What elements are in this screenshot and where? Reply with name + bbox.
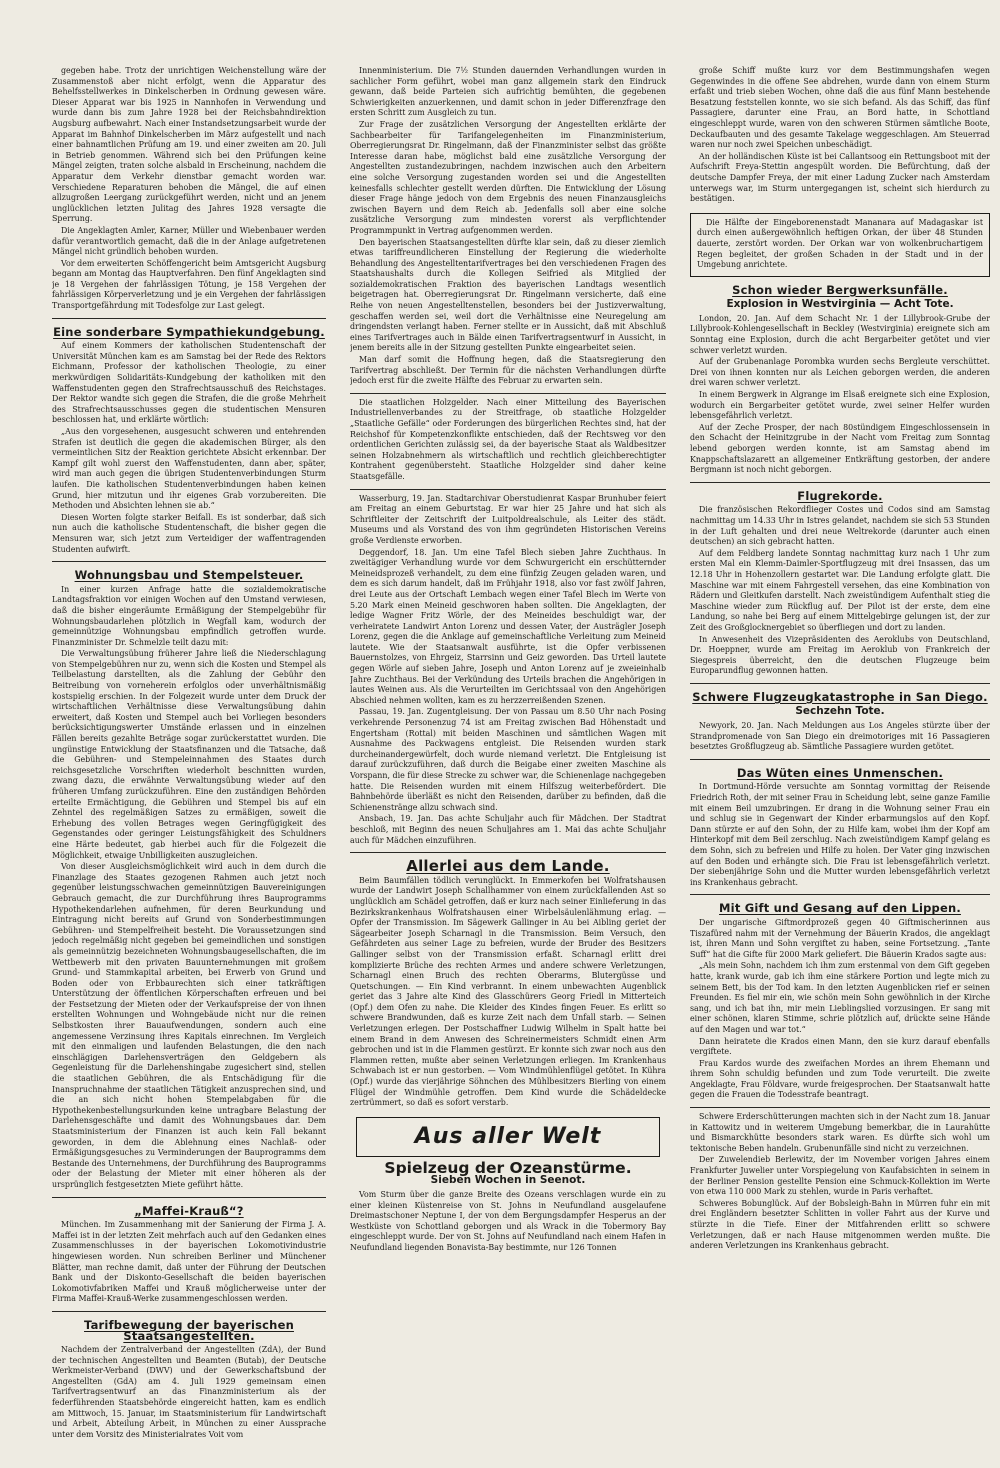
article-paragraph: Man darf somit die Hoffnung hegen, daß die Staatsregierung den Tarifvertrag abschließt. Der Termin für die nächsten Verhandlungen dürfte jedoch erst für die zweite Hälfte des Februar zu erwarten sein. xyxy=(350,355,666,386)
divider xyxy=(350,852,666,853)
headline-san-diego: Schwere Flugzeugkatastrophe in San Diego. xyxy=(692,689,988,704)
article-quote: „Aus den vorgesehenen, ausgesucht schweren und entehrenden Strafen ist deutlich die gegen die akademischen Bürger, als den vermeintlichen Sitz der Reaktion gerichtete Absicht erkennbar. Der Kampf gilt wohl zuerst den Waffenstudenten, dann aber, später, wird man auch gegen die übrigen Studentenverbindungen Sturm laufen. Die katholischen Studentenverbindungen haben keinen Grund, hier mitzutun und ihr eigenes Grab vorzubereiten. Die Methoden und Absichten lehnen sie ab.“ xyxy=(52,427,326,511)
divider xyxy=(690,482,990,483)
divider xyxy=(350,489,666,490)
article-paragraph: Newyork, 20. Jan. Nach Meldungen aus Los Angeles stürzte über der Strandpromenade von San Diego ein dreimotoriges mit 16 Passagieren besetztes Großflugzeug ab. Sämtliche Passagiere wurden getötet. xyxy=(690,721,990,752)
article-paragraph: In einem Bergwerk in Algrange im Elsaß ereignete sich eine Explosion, wodurch ein Bergarbeiter getötet wurde, zwei seiner Helfer wurden lebensgefährlich verletzt. xyxy=(690,390,990,421)
article-paragraph: London, 20. Jan. Auf dem Schacht Nr. 1 der Lillybrook-Grube der Lillybrook-Kohlengesellschaft in Beckley (Westvirginia) ereignete sich am Sonntag eine Explosion, durch die acht Bergarbeiter getötet und vier schwer verletzt wurden. xyxy=(690,313,990,355)
headline-allerlei: Allerlei aus dem Lande. xyxy=(406,857,610,876)
headline-gift: Mit Gift und Gesang auf den Lippen. xyxy=(719,901,961,916)
article-paragraph: Ansbach, 19. Jan. Das achte Schuljahr auch für Mädchen. Der Stadtrat beschloß, mit Beginn des neuen Schuljahres am 1. Mai das achte Schuljahr auch für Mädchen einzuführen. xyxy=(350,814,666,845)
divider xyxy=(690,894,990,895)
article-paragraph: Deggendorf, 18. Jan. Um eine Tafel Blech sieben Jahre Zuchthaus. In zweitägiger Verhandlung wurde vor dem Schwurgericht ein erschütternder Meineidsprozeß verhandelt, zu dem eine fünfzig Zeugen geladen waren, und dem es sich darum handelt, daß im Frühjahr 1918, also vor fast zwölf Jahren, drei Leute aus der Ortschaft Lembach wegen einer Tafel Blech im Werte von 5.20 Mark einen Meineid geschworen haben sollten. Die Angeklagten, der ledige Wagner Fritz Wörle, der des Meineides beschuldigt war, der verheiratete Landwirt Anton Lorenz und dessen Vater, der Austrägler Joseph Lorenz, gegen die die Anklage auf gemeinschaftliche Verleitung zum Meineid lautete. Wie der Staatsanwalt ausführte, ist die Opfer verbissenen Bauernstolzes, von Ehrgeiz, Starrsinn und Geiz geworden. Das Urteil lautete gegen Wörle auf sieben Jahre, Joseph und Anton Lorenz auf je zweieinhalb Jahre Zuchthaus. Bei der Verkündung des Urteils brachen die Angehörigen in lautes Weinen aus. Als die Verurteilten im Gerichtssaal von den Angehörigen Abschied nehmen wollten, kam es zu herzzerreißenden Szenen. xyxy=(350,547,666,705)
article-paragraph: Auf der Zeche Prosper, der nach 80stündigem Eingeschlossensein in den Schacht der Heinitzgrube in der Nacht vom Freitag zum Sonntag lebend geborgen werden konnte, ist am Samstag abend im Knappschaftslazarett an allgemeiner Entkräftung gestorben, der andere Bergmann ist noch nicht geborgen. xyxy=(690,422,990,475)
article-paragraph: Den bayerischen Staatsangestellten dürfte klar sein, daß zu dieser ziemlich etwas tariffreundlicheren Einstellung der Regierung die wiederholte Behandlung des Angestelltentarifvertrages bei den verschiedenen Fragen des Staatshaushalts durch die Kollegen Seifried als Mitglied der sozialdemokratischen Fraktion des bayerischen Landtags wesentlich beigetragen hat. Oberregierungsrat Dr. Ringelmann versicherte, daß eine Reihe von neuen Angestelltenstellen, besonders bei der Justizverwaltung, geschaffen werden sei, weil dort die Verhältnisse eine Neuregelung am dringendsten verlangt haben. Ferner stellte er in Aussicht, daß mit Abschluß eines Tarifvertrages auch in Bälde einen Tarifvertragsentwurf in Aussicht, in jenem bereits alle in der Sitzung gestellten Punkte eingearbeitet seien. xyxy=(350,237,666,353)
divider xyxy=(52,1197,326,1198)
article-paragraph: Auf einem Kommers der katholischen Studentenschaft der Universität München kam es am Samstag bei der Rede des Rektors Eichmann, Professor der katholischen Theologie, zu einer merkwürdigen Solidaritäts-Kundgebung der katholiken mit den Waffenstudenten gegen den Strafrechtsausschuß des Reichstages. Der Rektor wandte sich gegen die Strafen, die die große Mehrheit des Strafrechtsausschusses gegen die studentischen Mensuren beschlossen hat, und erklärte wörtlich: xyxy=(52,341,326,425)
divider xyxy=(52,1311,326,1312)
article-paragraph: Wasserburg, 19. Jan. Stadtarchivar Oberstudienrat Kaspar Brunhuber feiert am Freitag an einem Geburtstag. Er war hier 25 Jahre und hat sich als Schriftleiter der Zeitschrift der Luitpoldrealschule, als Leiter des städt. Museums und als Vorstand des von ihm gegründeten Historischen Vereins große Verdienste erworben. xyxy=(350,493,666,545)
column-right xyxy=(690,66,990,1448)
article-paragraph: Dann heiratete die Krados einen Mann, den sie kurz darauf ebenfalls vergiftete. xyxy=(690,1036,990,1057)
divider xyxy=(690,759,990,760)
article-paragraph: Vom Sturm über die ganze Breite des Ozeans verschlagen wurde ein zu einer kleinen Küstenreise von St. Johns in Neufundland ausgelaufene Dreimastschoner Neptune I, der von dem Bergungsdampfer Hesperus an der Westküste von Schottland geborgen und als Wrack in die Tobermory Bay eingeschleppt wurde. Der von St. Johns auf Neufundland nach einem Hafen in Neufundland liegenden Bonavista-Bay bestimmte, nur 126 Tonnen xyxy=(350,1190,666,1252)
subheadline-san-diego: Sechzehn Tote. xyxy=(795,705,885,718)
divider xyxy=(690,683,990,684)
article-paragraph: Schwere Erderschütterungen machten sich in der Nacht zum 18. Januar in Kattowitz und in weiterem Umgebung bemerkbar, die in Laurahütte und Bismarckhütte besonders stark waren. Es dürfte sich wohl um tektonische Beben handeln. Grubenunfälle sind nicht zu verzeichnen. xyxy=(690,1112,990,1153)
article-paragraph: Diesen Worten folgte starker Beifall. Es ist sonderbar, daß sich nun auch die katholische Studentenschaft, die bisher gegen die Mensuren war, sich jetzt zum Verteidiger der waffentragenden Studenten aufwirft. xyxy=(52,512,326,554)
article-paragraph: Auf der Grubenanlage Porombka wurden sechs Bergleute verschüttet. Drei von ihnen konnten nur als Leichen geborgen werden, die anderen drei waren schwer verletzt. xyxy=(690,357,990,388)
article-paragraph: Die französischen Rekordflieger Costes und Codos sind am Samstag nachmittag um 14.33 Uhr in Istres gelandet, nachdem sie sich 53 Stunden in der Luft gehalten und drei neue Weltrekorde (darunter auch einen deutschen) an sich gebracht hatten. xyxy=(690,505,990,547)
article-paragraph: Der ungarische Giftmordprozeß gegen 40 Giftmischerinnen aus Tiszafüred nahm mit der Vernehmung der Bäuerin Krados, die angeklagt ist, ihren Mann und Sohn vergiftet zu haben, seine Fortsetzung. „Tante Suff“ hat die Gifte für 2000 Mark geliefert. Die Bäuerin Krados sagte aus: xyxy=(690,917,990,959)
article-paragraph: In einer kurzen Anfrage hatte die sozialdemokratische Landtagsfraktion vor einigen Wochen auf den Umstand verwiesen, daß die bisher eingeräumte Ermäßigung der Stempelgebühr für Wohnungsbaudarlehen plötzlich in Wegfall kam, wodurch der gemeinnützige Wohnungsbau empfindlich getroffen wurde. Finanzminister Dr. Schmelzle teilt dazu mit: xyxy=(52,584,326,647)
subheadline-bergwerk: Explosion in Westvirginia — Acht Tote. xyxy=(726,298,954,311)
article-paragraph: Die Verwaltungsübung früherer Jahre ließ die Niederschlagung von Stempelgebühren nur zu, wenn sich die Kosten und Stempel als Teilbelastung darstellten, als die Zahlung der Gebühr den Beitreibung von vorneherein erfolglos oder unverhältnismäßig kostspielig erschien. In der Folgezeit wurde unter dem Druck der wirtschaftlichen Verhältnisse diese Verwaltungsübung dahin erweitert, daß Kosten und Stempel auch bei Vorliegen besonders berücksichtigungswerter Umstände erlassen und in einzelnen Fällen bereits gezahlte Beträge sogar zurückerstattet wurden. Die ungünstige Entwicklung der Staatsfinanzen und die Tatsache, daß die Gebühren- und Stempeleinnahmen des Staates durch reichsgesetzliche Vorschriften wiederholt beschnitten wurden, zwang dazu, die erwähnte Verwaltungsübung wieder auf den früheren Umfang zurückzuführen. Eine den zuständigen Behörden erteilte Ermächtigung, die Gebühren und Stempel bis auf ein Zehntel des regelmäßigen Satzes zu ermäßigen, soweit die Erhebung des vollen Betrages wegen Geringfügigkeit des Gegenstandes oder geringer Leistungsfähigkeit des Schuldners eine Härte bedeutet, gab hierbei auch für die Folgezeit die Möglichkeit, etwaige Unbilligkeiten auszugleichen. xyxy=(52,649,326,860)
headline-unmensch: Das Wüten eines Unmenschen. xyxy=(736,765,944,780)
article-paragraph: Vor dem erweiterten Schöffengericht beim Amtsgericht Augsburg begann am Montag das Hauptverfahren. Den fünf Angeklagten sind je 18 Vergehen der fahrlässigen Tötung, je 158 Vergehen der fahrlässigen Körperverletzung und je ein Vergehen der fahrlässigen Transportgefährdung mit Todesfolge zur Last gelegt. xyxy=(52,258,326,311)
article-paragraph: Zur Frage der zusätzlichen Versorgung der Angestellten erklärte der Sachbearbeiter für Tarifangelegenheiten im Finanzministerium, Oberregierungsrat Dr. Ringelmann, daß der Finanzminister selbst das größte Interesse daran habe, möglichst bald eine zusätzliche Versorgung der Angestellten zustandezubringen, nachdem inzwischen auch den Arbeitern eine solche Versorgung zugestanden worden sei und die Angestellten keinesfalls schlechter gestellt werden dürften. Die Entwicklung der Lösung dieser Frage hänge jedoch von dem Ergebnis des neuen Finanzausgleichs zwischen Bayern und dem Reich ab. Jedenfalls soll aber eine solche zusätzliche Versorgung zum mindesten vorerst als verpflichtender Programmpunkt in Vertrag aufgenommen werden. xyxy=(350,119,666,235)
article-paragraph: Nachdem der Zentralverband der Angestellten (ZdA), der Bund der technischen Angestellten und Beamten (Butab), der Deutsche Werkmeister-Verband (DWV) und der Gewerkschaftsbund der Angestellten (GdA) am 4. Juli 1929 gemeinsam einen Tarifvertragsentwurf an das Finanzministerium als der federführenden Staatsbehörde eingereicht hatten, kam es endlich am Mittwoch, 15. Januar, im Staatsministerium für Landwirtschaft und Arbeit, Abteilung Arbeit, in München zu einer Aussprache unter dem Vorsitz des Ministerialrates Voit vom xyxy=(52,1345,326,1439)
divider xyxy=(52,318,326,319)
article-quote: „Als mein Sohn, nachdem ich ihm zum erstenmal von dem Gift gegeben hatte, krank wurde, gab ich ihm eine stärkere Portion und legte mich zu seinem Bett, bis der Tod kam. In den letzten Augenblicken rief er seinen Freunden. Es fiel mir ein, wie schön mein Sohn gewöhnlich in der Kirche sang, und ich bat ihn, mir mein Lieblingslied vorzusingen. Er sang mit einer schönen, klaren Stimme, schrie plötzlich auf, drückte seine Hände auf den Magen und war tot.“ xyxy=(690,961,990,1034)
article-paragraph: München. Im Zusammenhang mit der Sanierung der Firma J. A. Maffei ist in der letzten Zeit mehrfach auch auf den Gedanken eines Zusammenschlusses in der bayerischen Lokomotivindustrie hingewiesen worden. Nun schreiben Berliner und Münchener Blätter, man rechne damit, daß unter der Führung der Deutschen Bank und der Diskonto-Gesellschaft die beiden bayerischen Lokomotivfabriken Maffei und Krauß möglicherweise unter der Firma Maffei-Krauß-Werke zusammengeschlossen werden. xyxy=(52,1220,326,1304)
divider xyxy=(350,393,666,394)
headline-flugrekorde: Flugrekorde. xyxy=(797,488,883,503)
article-paragraph: Die staatlichen Holzgelder. Nach einer Mitteilung des Bayerischen Industriellenverbandes zu der Streitfrage, ob staatliche Holzgelder „Staatliche Gefälle“ oder Forderungen des bürgerlichen Rechtes sind, hat der Reichshof für Kompetenzkonflikte entschieden, daß der Rechtsweg vor den ordentlichen Gerichten zulässig sei, da der bayerische Staat als Waldbesitzer seinen Holzabnehmern als wirtschaftlich und rechtlich gleichberechtigter Kontrahent gegenübersteht. Staatliche Holzgelder sind daher keine Staatsgefälle. xyxy=(350,397,666,481)
headline-sympathie: Eine sonderbare Sympathiekundgebung. xyxy=(53,324,325,339)
article-paragraph: Der Zuwelendieb Berlewitz, der im November vorigen Jahres einem Frankfurter Juwelier unter Vorspiegelung von Kaufabsichten in seinem in der Berliner Pension gestellte Pension eine Schmuck-Kollektion im Werte von etwa 110 000 Mark zu stehlen, wurde in Paris verhaftet. xyxy=(690,1155,990,1197)
divider xyxy=(690,1107,990,1108)
article-paragraph: Die Angeklagten Amler, Karner, Müller und Wiebenbauer werden dafür verantwortlich gemacht, daß die in der Anlage aufgetretenen Mängel nicht gründlich behoben wurden. xyxy=(52,225,326,257)
headline-spielzeug: Spielzeug der Ozeanstürme. xyxy=(384,1158,632,1177)
article-paragraph: In Dortmund-Hörde versuchte am Sonntag vormittag der Reisende Friedrich Roth, der mit seiner Frau in Scheidung lebt, seine ganze Familie mit einem Beil umzubringen. Er drang in die Wohnung seiner Frau ein und schlug sie in Gegenwart der Kinder erbarmungslos auf den Kopf. Dann stürzte er auf den Sohn, der zu Hilfe kam, wobei ihm der Kopf am Hinterkopf mit dem Beil zerschlug. Nach zweistündigem Kampf gelang es dem Sohn, sich zu befreien und Hilfe zu holen. Der Vater ging inzwischen auf den Boden und erhängte sich. Die Frau ist lebensgefährlich verletzt. Der siebenjährige Sohn und die Mutter wurden lebensgefährlich verletzt ins Krankenhaus gebracht. xyxy=(690,782,990,887)
article-paragraph: Schweres Bobunglück. Auf der Bobsleigh-Bahn in Mürren fuhr ein mit drei Engländern besetzter Schlitten in voller Fahrt aus der Kurve und stürzte in die Tiefe. Einer der Mitfahrenden erlitt so schwere Verletzungen, daß er nach Hause mitgenommen werden mußte. Die anderen Verletzungen ins Krankenhaus gebracht. xyxy=(690,1198,990,1251)
subheadline-spielzeug: Sieben Wochen in Seenot. xyxy=(430,1174,586,1187)
headline-maffei: „Maffei-Krauß“? xyxy=(134,1203,244,1218)
article-paragraph: Frau Kardos wurde des zweifachen Mordes an ihrem Ehemann und ihrem Sohn schuldig befunden und zum Tode verurteilt. Die zweite Angeklagte, Frau Földvare, wurde freigesprochen. Der Staatsanwalt hatte gegen die Frauen die Todesstrafe beantragt. xyxy=(690,1058,990,1100)
article-paragraph: Passau, 19. Jan. Zugentgleisung. Der von Passau um 8.50 Uhr nach Posing verkehrende Personenzug 74 ist am Freitag zwischen Bad Höhenstadt und Engertsham (Rottal) mit beiden Maschinen und sämtlichen Wagen mit Ausnahme des Packwagens entgleist. Die Reisenden wurden stark durcheinandergewürfelt, doch wurde niemand verletzt. Die Entgleisung ist darauf zurückzuführen, daß durch die Beigabe einer zweiten Maschine als Vorspann, die für diese Strecke zu schwer war, die Schienenlage nachgegeben hatte. Die Reisenden wurden mit einem Hilfszug weiterbefördert. Die Bahnbehörde überläßt es nicht den Reisenden, darüber zu befinden, daß die Schienenstränge allzu schwach sind. xyxy=(350,707,666,812)
article-paragraph: große Schiff mußte kurz vor dem Bestimmungshafen wegen Gegenwindes in die offene See abdrehen, wurde dann von einem Sturm erfaßt und trieb sieben Wochen, ohne daß die aus fünf Mann bestehende Besatzung feststellen konnte, wo sie sich befand. Als das Schiff, das fünf Passagiere, darunter eine Frau, an Bord hatte, in Schottland eingeschleppt wurde, waren von den schweren Stürmen sämtliche Boote, Deckaufbauten und des gesamte Takelage weggeschlagen. Am Steuerrad waren nur noch zwei Speichen unbeschädigt. xyxy=(690,66,990,150)
article-paragraph: In Anwesenheit des Vizepräsidenten des Aeroklubs von Deutschland, Dr. Hoeppner, wurde am Freitag im Aeroklub von Frankreich der Siegespreis überreicht, den die deutschen Flugzeuge beim Europarundflug gewonnen hatten. xyxy=(690,634,990,676)
article-paragraph: An der holländischen Küste ist bei Callantsoog ein Rettungsboot mit der Aufschrift Freya-Stettin angespült worden. Die Befürchtung, daß der deutsche Dampfer Freya, der mit einer Ladung Zucker nach Amsterdam unterwegs war, im Sturm untergegangen ist, scheint sich hierdurch zu bestätigen. xyxy=(690,151,990,204)
article-paragraph: Innenministerium. Die 7½ Stunden dauernden Verhandlungen wurden in sachlicher Form geführt, wobei man ganz allgemein stark den Eindruck gewann, daß beide Parteien sich aufrichtig bemühten, die gegebenen Schwierigkeiten anzuerkennen, und damit schon in jeder Differenzfrage den ersten Schritt zum Ausgleich zu tun. xyxy=(350,66,666,118)
article-paragraph: Beim Baumfällen tödlich verunglückt. In Emmerkofen bei Wolfratshausen wurde der Landwirt Joseph Schallhammer von einem zurückfallenden Ast so unglücklich am Schädel getroffen, daß er kurz nach seiner Einlieferung in das Bezirkskrankenhaus Wolfratshausen einer Wirbelsäulenlähmung erlag. — Opfer der Transmission. Im Sägewerk Gallinger in Au bei Aibling geriet der Sägearbeiter Joseph Scharnagl in die Transmission. Beim Versuch, den Gefährdeten aus seiner Lage zu befreien, wurde der Bruder des Besitzers Gallinger selbst von der Transmission erfaßt. Scharnagl erlitt drei komplizierte Brüche des rechten Armes und andere schwere Verletzungen, Scharnagl einen Bruch des rechten Oberarms, Blutergüsse und Quetschungen. — Ein Kind verbrannt. In einem unbewachten Augenblick geriet das 3 Jahre alte Kind des Glasschürers Georg Friedl in Mitterteich (Opf.) dem Ofen zu nahe. Die Kleider des Kindes fingen Feuer. Es erlitt so schwere Brandwunden, daß es kurze Zeit nach dem Unfall starb. — Seinen Verletzungen erlegen. Der Postschaffner Ludwig Wilhelm in Spalt hatte bei einem Brand in dem Anwesen des Schreinermeisters Schmidt einen Arm gebrochen und ist in die Flammen gestürzt. Er konnte sich zwar noch aus den Flammen retten, mußte aber seinen Verletzungen erliegen. Im Krankenhaus Schwabach ist er nun gestorben. — Vom Windmühlenflügel getötet. In Kühra (Opf.) wurde das vierjährige Söhnchen des Mühlbesitzers Bierling von einem Flügel der Windmühle getroffen. Dem Kind wurde die Schädeldecke zertrümmert, so daß es sofort verstarb. xyxy=(350,875,666,1108)
headline-wohnungsbau: Wohnungsbau und Stempelsteuer. xyxy=(74,568,304,583)
headline-bergwerk: Schon wieder Bergwerksunfälle. xyxy=(732,282,948,297)
divider xyxy=(52,561,326,562)
section-banner: Aus aller Welt xyxy=(356,1117,660,1157)
article-paragraph: Von dieser Ausgleichsmöglichkeit wird auch in dem durch die Finanzlage des Staates gezogenen Rahmen auch jetzt noch gegenüber leistungsschwachen gemeinnützigen Bauvereinigungen Gebrauch gemacht, die zur Durchführung ihres Bauprogramms Hypothekendarlehen aufnehmen, für deren Beurkundung und Eintragung nicht bereits auf Grund von Sonderbestimmungen Gebühren- und Stempelfreiheit besteht. Die Voraussetzungen sind jedoch regelmäßig nicht gegeben bei gemeindlichen und sonstigen als gemeinnützig bezeichneten Wohnungsbaugesellschaften, die im Wettbewerb mit den privaten Bauunternehmungen mit großem Grund- und Stammkapital arbeiten, bei Erwerb von Grund und Boden oder von Erbbaurechten sich einer tatkräftigen Unterstützung der öffentlichen Körperschaften erfreuen und bei der Festsetzung der Mieten oder der Verkaufspreise der von ihnen erstellten Wohnungen und Wohngebäude nicht nur die reinen Selbstkosten ihrer Bauaufwendungen, sondern auch eine angemessene Verzinsung ihres Kapitals einrechnen. Im Vergleich mit den einmaligen und laufenden Belastungen, die den nach einschlägigen Darlehensverträgen den Geldgebern als Gegenleistung für die Darlehenshingabe zugesichert sind, stellen die staatlichen Gebühren, die als Entschädigung für die Inanspruchnahme der staatlichen Tätigkeit anzusprechen sind, und die an sich nicht hohen Stempelabgaben für die Hypothekenbestellungsurkunden keine untragbare Belastung der Darlehensgeschäfte und damit des Wohnungsbaues dar. Dem Staatsministerium der Finanzen ist auch kein Fall bekannt geworden, in dem die Ablehnung eines Nachlaß- oder Ermäßigungsgesuches zu Verminderungen der Bauprogramms dem Bestande des Unternehmens, der Durchführung des Bauprogramms oder der Belastung der Mieter mit einer höheren als der ursprünglich festgesetzten Miete geführt hätte. xyxy=(52,862,326,1189)
headline-tarifbewegung: Tarifbewegung der bayerischen Staatsangestellten. xyxy=(84,1317,294,1343)
article-paragraph: Auf dem Feldberg landete Sonntag nachmittag kurz nach 1 Uhr zum ersten Mal ein Klemm-Daimler-Sportflugzeug mit drei Insassen, das um 12.18 Uhr in Hohenzollern gestartet war. Die Landung erfolgte glatt. Die Maschine war mit einem Fahrgestell versehen, das eine Kombination von Rädern und Gleitkufen darstellt. Nach zweistündigem Aufenthalt stieg die Maschine wieder zum Rückflug auf. Der Pilot ist der erste, dem eine Landung, so nahe bei Berg auf einem Mittelgebirge gelungen ist, der zur Zeit des Großglocknergebiet so überfliegen und dort zu landen. xyxy=(690,548,990,632)
column-middle xyxy=(350,66,666,1448)
boxed-notice xyxy=(690,213,990,277)
article-paragraph: Die Hälfte der Eingeborenenstadt Mananara auf Madagaskar ist durch einen außergewöhnlich heftigen Orkan, der über 48 Stunden dauerte, zerstört worden. Der Orkan war von wolkenbruchartigem Regen begleitet, der großen Schaden in der Stadt und in der Umgebung anrichtete. xyxy=(697,217,983,270)
column-left xyxy=(52,66,326,1448)
article-paragraph: gegeben habe. Trotz der unrichtigen Weichenstellung wäre der Zusammenstoß aber nicht erfolgt, wenn die Apparatur des Behelfsstellwerkes in Dinkelscherben in Ordnung gewesen wäre. Dieser Apparat war bis 1925 in Nannhofen in Verwendung und wurde dann bis zum Jahre 1928 bei der Reichsbahndirektion Augsburg aufbewahrt. Nach einer Instandsetzungsarbeit wurde der Apparat im Bahnhof Dinkelscherben im März aufgestellt und nach einer bahnamtlichen Prüfung am 19. und einer zweiten am 20. Juli in Betrieb genommen. Während sich bei den Prüfungen keine Mängel zeigten, traten solche alsbald in Erscheinung, nachdem die Apparatur dem Verkehr dienstbar gemacht worden war. Verschiedene Reparaturen behoben die Mängel, die auf einen allzugroßen Leergang zurückgeführt werden, nicht und an jenem unglücklichen letzten Julitag des Jahres 1928 versagte die Sperrung. xyxy=(52,66,326,224)
